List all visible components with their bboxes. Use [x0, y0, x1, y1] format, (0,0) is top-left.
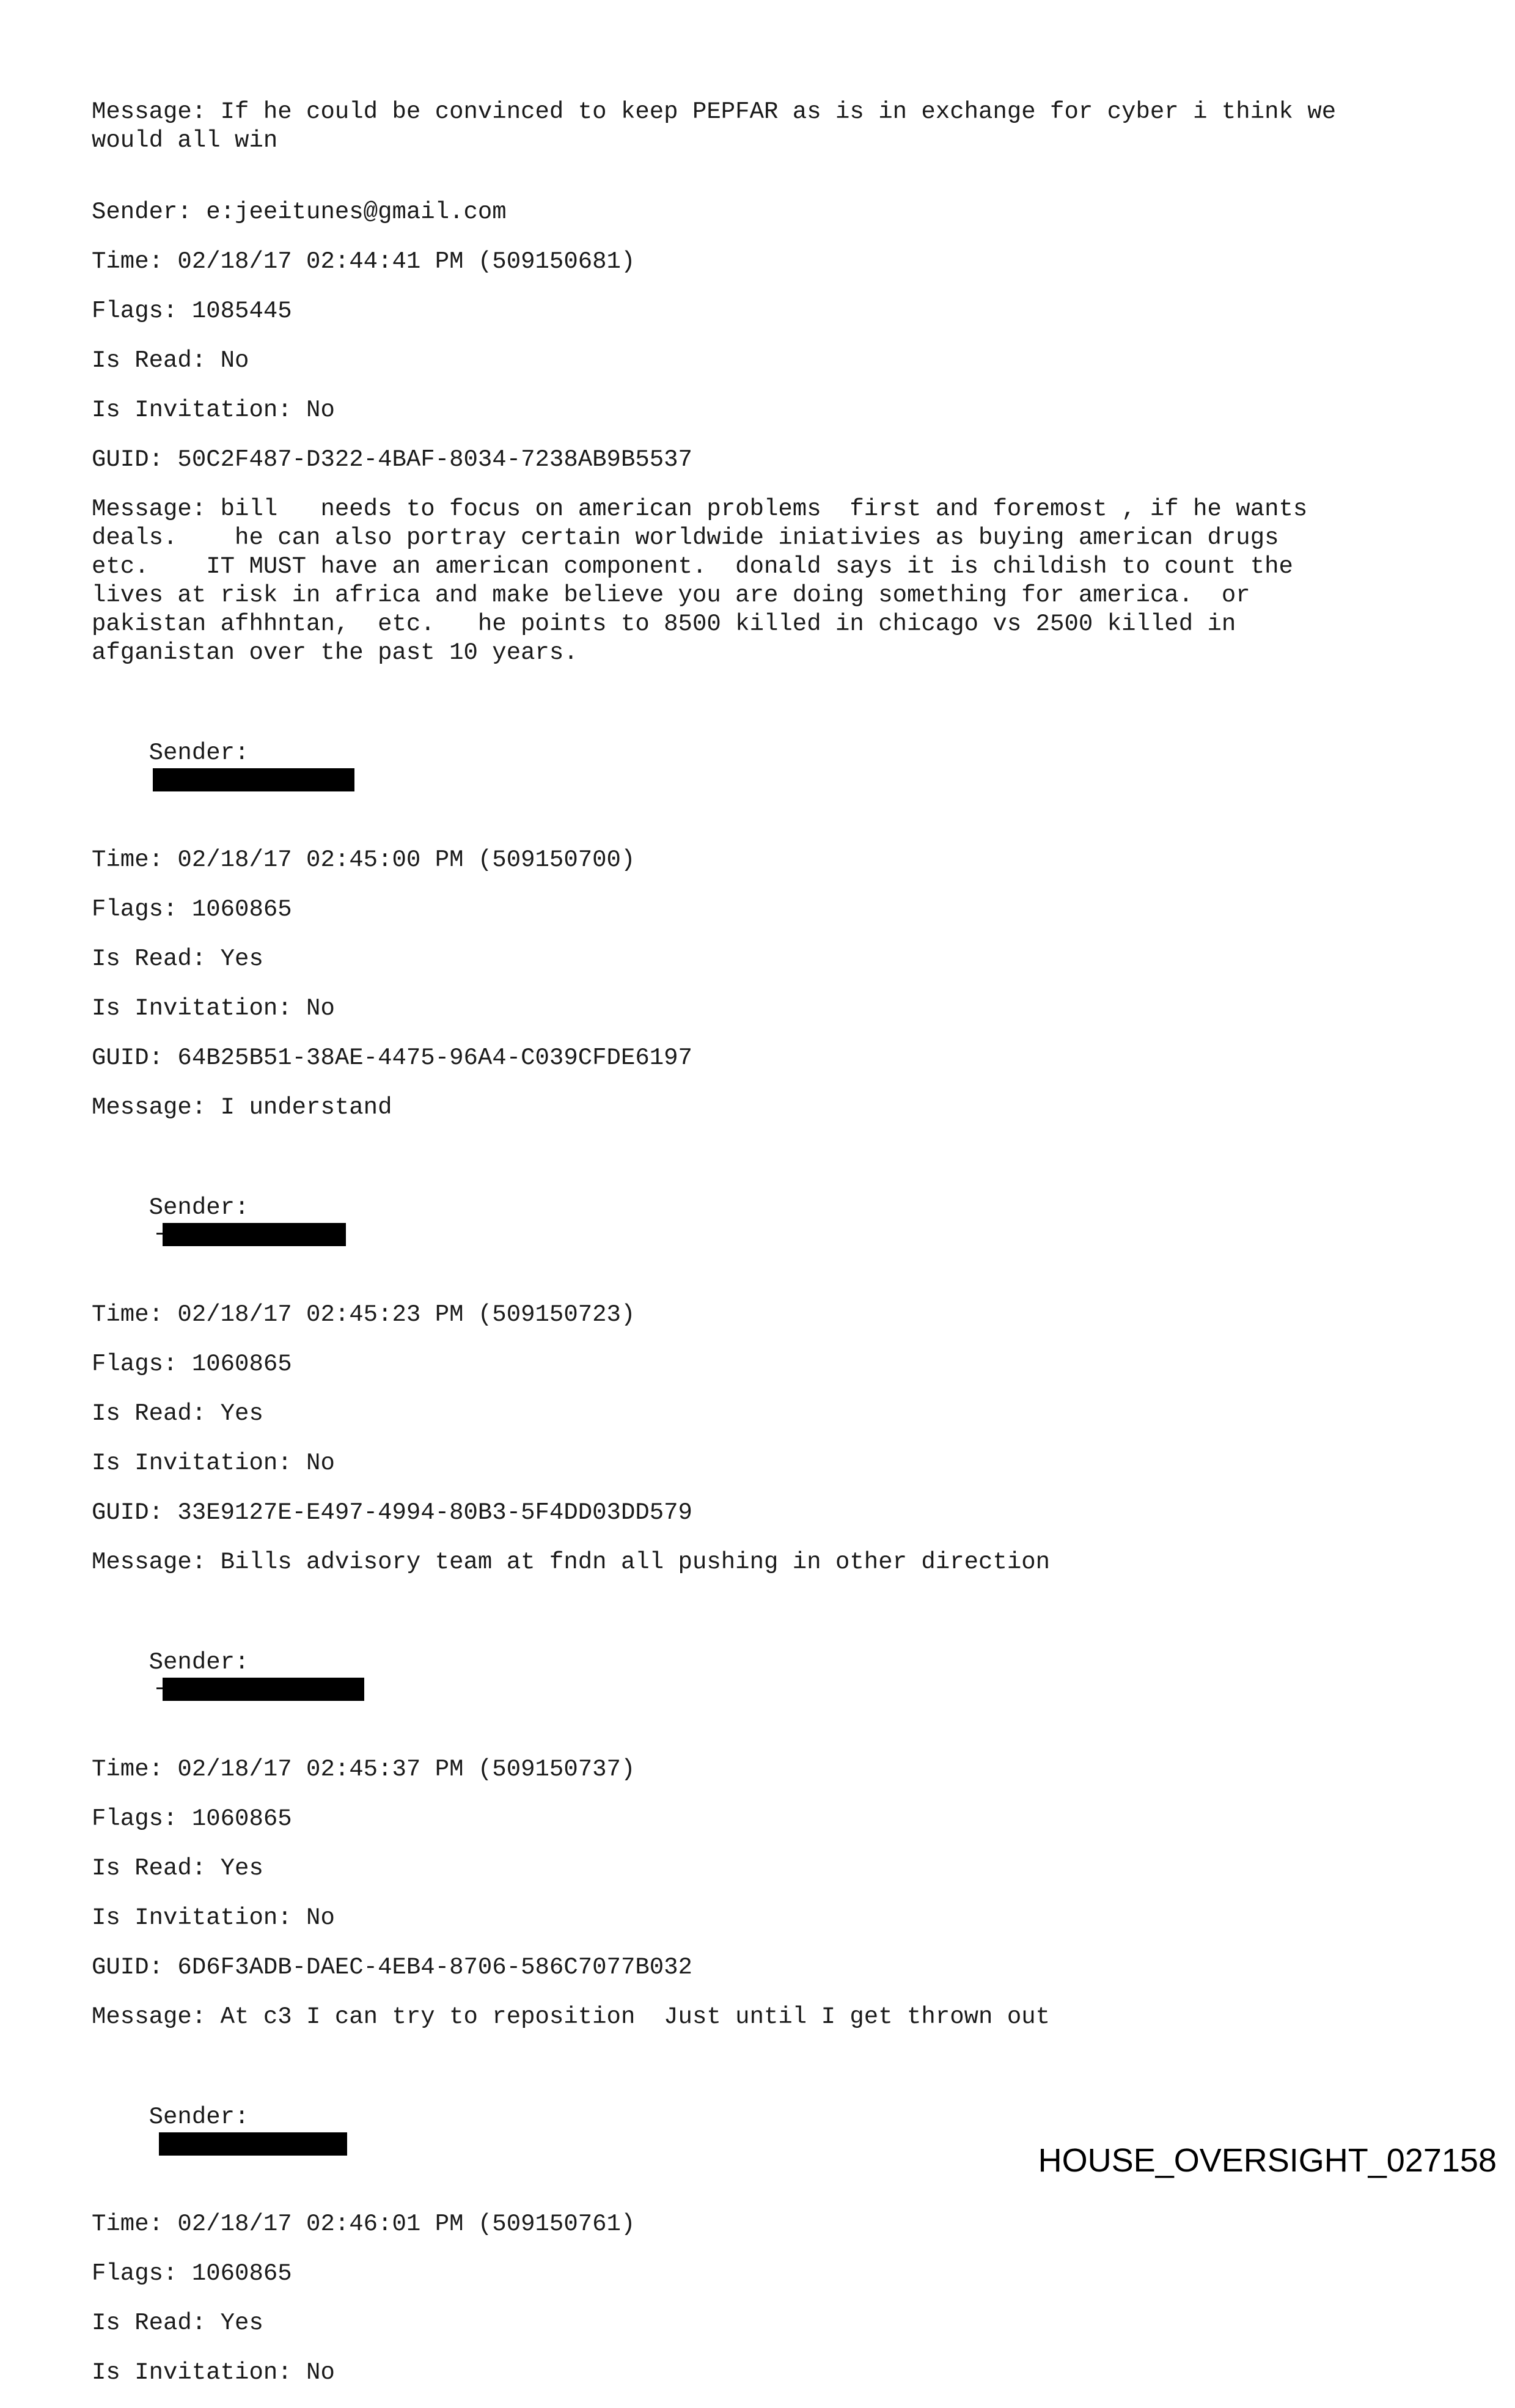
message-text: Message: Bills advisory team at fndn all pushing in other direction [92, 1549, 1051, 1576]
is-read-line: Is Read: Yes [92, 1855, 263, 1882]
guid-line: GUID: 64B25B51-38AE-4475-96A4-C039CFDE6197 [92, 1044, 692, 1071]
sender-line [92, 1620, 1424, 1734]
is-read-line: Is Read: Yes [92, 1400, 263, 1427]
redaction-edge-mark [156, 1687, 163, 1689]
is-read-line: Is Read: No [92, 347, 249, 374]
sender-label: Sender: [149, 1649, 249, 1676]
message-text: Message: At c3 I can try to reposition Just until I get thrown out [92, 2003, 1051, 2030]
sender-label: Sender: [149, 2104, 249, 2131]
is-invitation-line: Is Invitation: No [92, 1450, 335, 1477]
message-log [92, 98, 1424, 2408]
message-text: Message: I understand [92, 1094, 392, 1121]
sender-line [92, 710, 1424, 825]
flags-line: Flags: 1060865 [92, 2260, 292, 2287]
time-line: Time: 02/18/17 02:46:01 PM (509150761) [92, 2211, 636, 2237]
sender-label: Sender: [149, 740, 249, 766]
redaction-box [153, 768, 354, 791]
flags-line: Flags: 1060865 [92, 896, 292, 923]
is-invitation-line: Is Invitation: No [92, 397, 335, 424]
guid-line: GUID: 6D6F3ADB-DAEC-4EB4-8706-586C7077B032 [92, 1954, 692, 1981]
sender-line: Sender: e:jeeitunes@gmail.com [92, 199, 507, 226]
sender-line [92, 1165, 1424, 1280]
redaction-box [163, 1223, 346, 1246]
guid-line: GUID: 50C2F487-D322-4BAF-8034-7238AB9B5537 [92, 446, 692, 473]
guid-line: GUID: 33E9127E-E497-4994-80B3-5F4DD03DD579 [92, 1499, 692, 1526]
is-read-line: Is Read: Yes [92, 2310, 263, 2336]
message-text: Message: If he could be convinced to keep PEPFAR as is in exchange for cyber i think we would all win [92, 98, 1337, 154]
redaction-box [163, 1678, 364, 1701]
message-text: Message: bill needs to focus on american problems first and foremost , if he wants deals. he can also portray certain worldwide iniativies as buying american drugs etc. IT MUST have an american component. donald says it is childish to count the lives at risk in africa and make believe you are doing something for america. or pakistan afhhntan, etc. he points to 8500 killed in chicago vs 2500 killed in afganistan over the past 10 years. [92, 496, 1308, 666]
is-read-line: Is Read: Yes [92, 945, 263, 972]
redaction-edge-mark [156, 1233, 163, 1235]
is-invitation-line: Is Invitation: No [92, 995, 335, 1022]
time-line: Time: 02/18/17 02:45:23 PM (509150723) [92, 1301, 636, 1328]
flags-line: Flags: 1060865 [92, 1351, 292, 1378]
sender-label: Sender: [149, 1194, 249, 1221]
time-line: Time: 02/18/17 02:44:41 PM (509150681) [92, 248, 636, 275]
bates-number: HOUSE_OVERSIGHT_027158 [1038, 2142, 1497, 2179]
flags-line: Flags: 1085445 [92, 298, 292, 325]
flags-line: Flags: 1060865 [92, 1805, 292, 1832]
time-line: Time: 02/18/17 02:45:37 PM (509150737) [92, 1756, 636, 1783]
time-line: Time: 02/18/17 02:45:00 PM (509150700) [92, 846, 636, 873]
is-invitation-line: Is Invitation: No [92, 1904, 335, 1931]
is-invitation-line: Is Invitation: No [92, 2359, 335, 2386]
redaction-box [159, 2132, 347, 2156]
